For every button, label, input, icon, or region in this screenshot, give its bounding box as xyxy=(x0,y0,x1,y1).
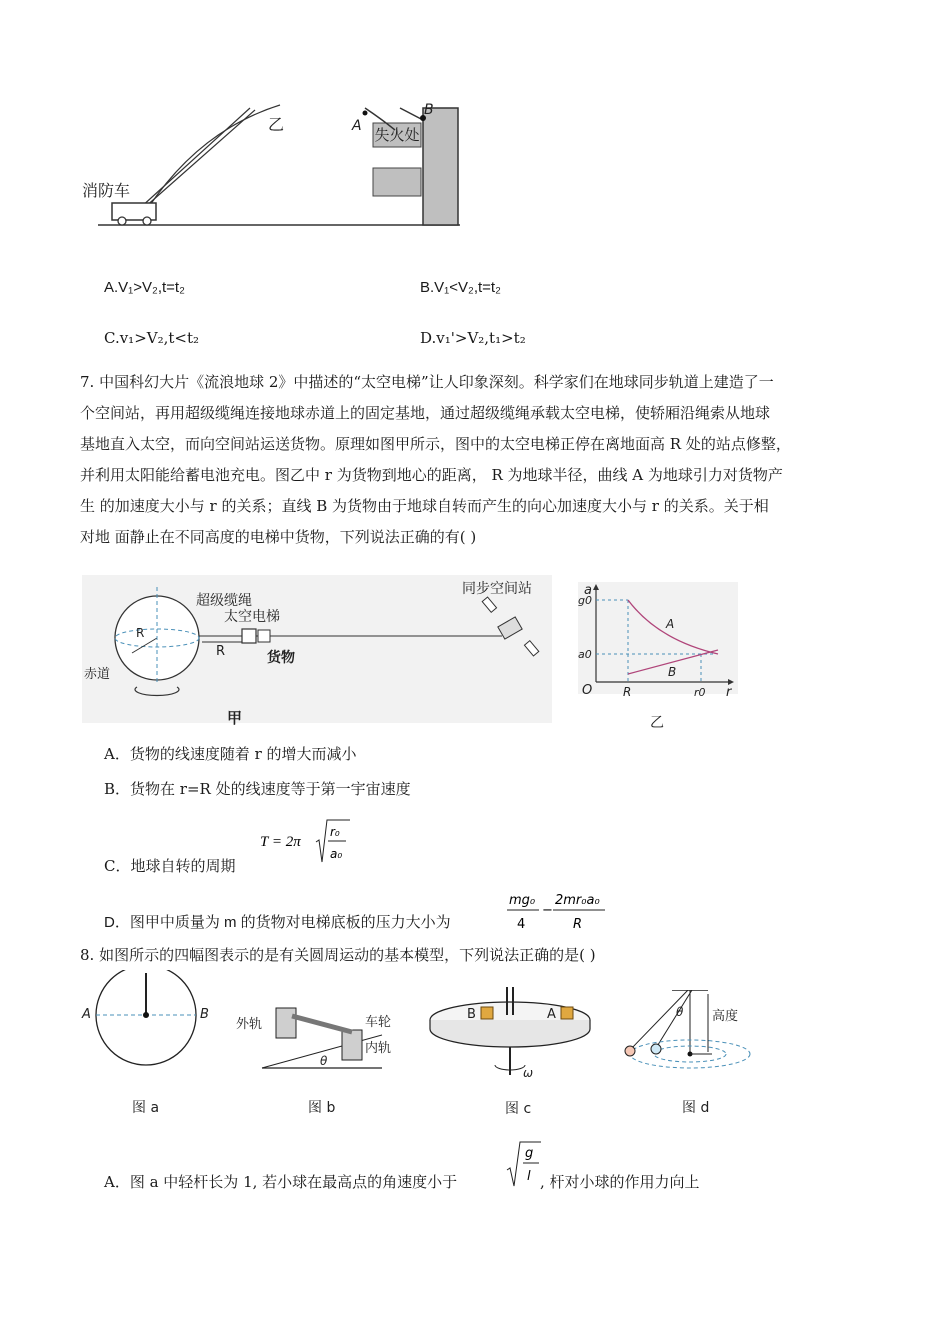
q6-option-a[interactable]: A.V₁>V₂,t=t₂ xyxy=(104,279,185,296)
q7-stem xyxy=(80,367,870,553)
fig-d-theta: θ xyxy=(676,1005,684,1019)
svg-text:T = 2π: T = 2π xyxy=(260,834,301,850)
fig-c-caption: 图 c xyxy=(505,1101,532,1117)
svg-text:−: − xyxy=(542,903,553,918)
fig-c-block-b: B xyxy=(467,1007,476,1022)
height-r-label: R xyxy=(216,644,226,659)
q6-option-b[interactable]: B.V₁<V₂,t=t₂ xyxy=(420,279,501,296)
curve-a-label: A xyxy=(666,617,675,631)
q8-stem: 8. 如图所示的四幅图表示的是有关圆周运动的基本模型，下列说法正确的是( ) xyxy=(80,946,596,964)
fig-b-caption: 图 b xyxy=(308,1100,336,1116)
wheel-label: 车轮 xyxy=(365,1015,392,1030)
g0-label: g0 xyxy=(578,594,592,607)
q6-option-d[interactable]: D.v₁'>V₂,t₁>t₂ xyxy=(420,329,526,347)
fig-a-point-a: A xyxy=(82,1007,91,1022)
q7-option-c[interactable]: C．地球自转的周期 xyxy=(104,857,236,875)
fig-c-omega: ω xyxy=(523,1066,534,1080)
inner-rail-label: 内轨 xyxy=(365,1041,392,1056)
figure-jia-caption: 甲 xyxy=(227,709,243,727)
equator-label: 赤道 xyxy=(84,667,111,682)
fire-location-label: 失火处 xyxy=(374,126,420,144)
origin-label: O xyxy=(582,683,593,698)
axis-r-label: r xyxy=(726,685,732,700)
figure-d xyxy=(620,990,770,1120)
a0-label: a0 xyxy=(578,648,592,661)
q8-option-a[interactable] xyxy=(104,1172,457,1192)
svg-text:2mr₀a₀: 2mr₀a₀ xyxy=(555,893,600,908)
q7-stem-line: 7. 中国科幻大片《流浪地球 2》中描述的“太空电梯”让人印象深刻。科学家们在地球同步轨道上建造了一 xyxy=(80,373,774,391)
svg-text:4: 4 xyxy=(517,917,526,932)
q7-option-b[interactable]: B．货物在 r=R 处的线速度等于第一宇宙速度 xyxy=(104,780,411,798)
q6-option-c[interactable]: C.v₁>V₂,t<t₂ xyxy=(104,329,200,347)
point-b-label: B xyxy=(424,102,434,118)
elevator-label: 太空电梯 xyxy=(224,609,280,625)
acceleration-graph xyxy=(578,582,738,732)
pressure-formula xyxy=(505,888,615,936)
fire-truck-label: 消防车 xyxy=(82,181,131,200)
q7-option-a[interactable]: A．货物的线速度随着 r 的增大而减小 xyxy=(104,745,357,763)
line-b-label: B xyxy=(668,665,677,679)
cargo-label: 货物 xyxy=(267,650,295,666)
figure-c xyxy=(425,985,595,1120)
space-elevator-figure xyxy=(82,575,552,730)
r-tick-label: R xyxy=(623,685,632,699)
svg-text:R: R xyxy=(573,917,583,932)
q7-stem-line: 对地 面静止在不同高度的电梯中货物，下列说法正确的有( ) xyxy=(80,528,477,546)
q7-stem-line: 个空间站，再用超级缆绳连接地球赤道上的固定基地，通过超级缆绳承载太空电梯，使轿厢沿绳索从地球 xyxy=(80,404,771,422)
svg-text:g: g xyxy=(525,1146,534,1161)
earth-radius-label: R xyxy=(136,626,145,640)
figure-yi-caption: 乙 xyxy=(650,715,664,731)
svg-text:l: l xyxy=(527,1169,531,1184)
q7-stem-line: 并利用太阳能给蓄电池充电。图乙中 r 为货物到地心的距离， R 为地球半径，曲线 A 为地球引力对货物产 xyxy=(80,466,783,484)
yi-label: 乙 xyxy=(268,115,285,134)
q7-stem-line: 生 的加速度大小与 r 的关系；直线 B 为货物由于地球自转而产生的向心加速度大小与 r 的关系。关于相 xyxy=(80,497,769,515)
q8-option-a-tail: , 杆对小球的作用力向上 xyxy=(540,1173,700,1191)
axis-a-label: a xyxy=(584,583,592,598)
period-formula xyxy=(258,816,358,868)
outer-rail-label: 外轨 xyxy=(236,1017,263,1032)
fig-b-theta: θ xyxy=(320,1054,328,1068)
fig-d-caption: 图 d xyxy=(682,1100,710,1116)
svg-text:mg₀: mg₀ xyxy=(509,893,536,908)
figure-b xyxy=(232,990,402,1120)
fig-c-block-a: A xyxy=(547,1007,556,1022)
figure-a xyxy=(80,970,220,1120)
sqrt-g-over-l-formula xyxy=(505,1140,545,1190)
q7-stem-line: 基地直入太空，而向空间站运送货物。原理如图甲所示，图中的太空电梯正停在离地面高 R 处的站点修整， xyxy=(80,435,791,453)
fig-d-height: 高度 xyxy=(712,1009,739,1024)
cable-label: 超级缆绳 xyxy=(196,593,252,609)
r0-tick-label: r0 xyxy=(694,686,706,699)
svg-text:a₀: a₀ xyxy=(330,847,343,861)
point-a-label: A xyxy=(352,118,362,134)
q8-option-a-text: A．图 a 中轻杆长为 1, 若小球在最高点的角速度小于 xyxy=(104,1173,458,1191)
fig-a-caption: 图 a xyxy=(132,1100,160,1116)
station-label: 同步空间站 xyxy=(462,581,532,597)
fig-a-point-b: B xyxy=(200,1007,209,1022)
svg-text:r₀: r₀ xyxy=(330,825,340,839)
q7-option-d[interactable]: D．图甲中质量为 m 的货物对电梯底板的压力大小为 xyxy=(104,914,451,931)
fire-truck-figure xyxy=(80,100,480,235)
